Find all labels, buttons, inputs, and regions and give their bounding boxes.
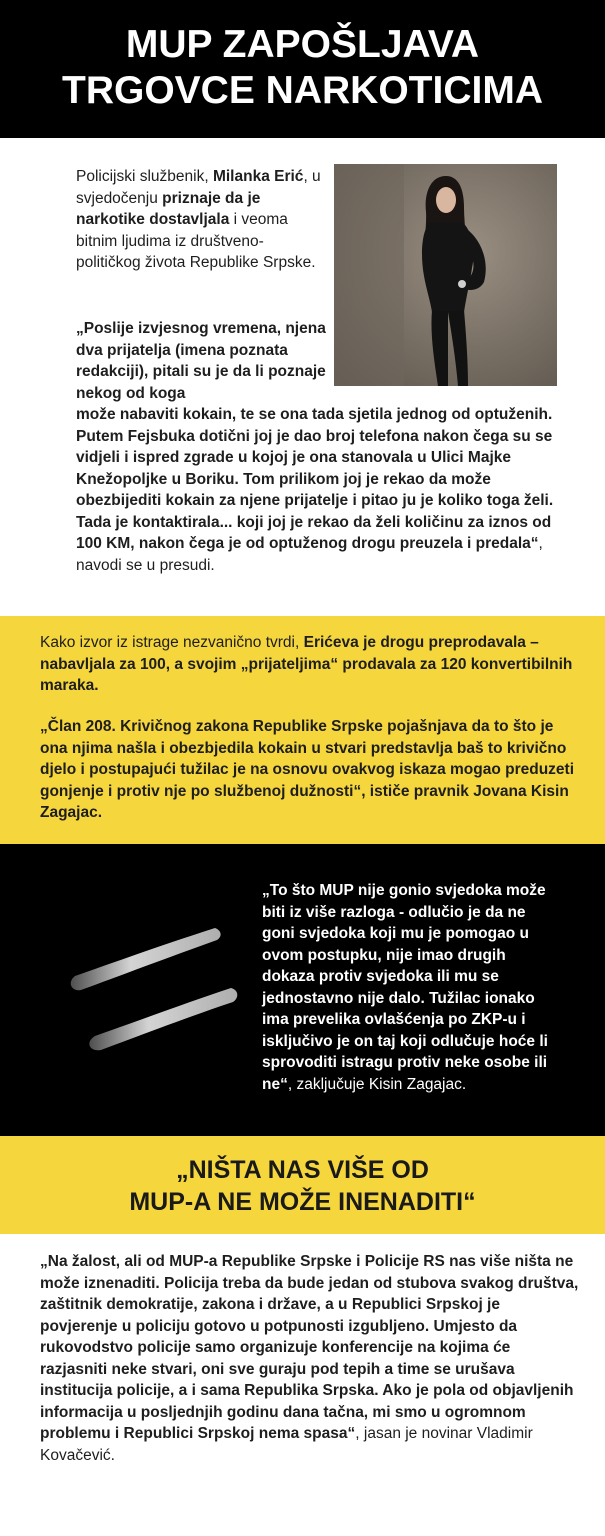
main-title-line1: MUP ZAPOŠLJAVA: [125, 23, 480, 66]
intro-text: , u svjedočenju: [76, 168, 321, 207]
subheading-line1: „NIŠTA NAS VIŠE OD: [176, 1156, 429, 1184]
section-yellow-info: [0, 616, 605, 844]
section-subheading: [0, 1136, 605, 1234]
subheading: [0, 1154, 605, 1218]
prosecution-quote-source: , zaključuje Kisin Zagajac.: [287, 1075, 467, 1093]
prosecution-quote-text: „To što MUP nije gonio svjedoka može biti iz više razloga - odlučio je da ne goni svjedoka koji mu je pomogao u ovom postupku, nije imao drugih dokaza protiv svjedoka ili mu se jednostavno nije dalo. Tužilac ionako ima prevelika ovlašćenja po ZKP-u i isključivo je on taj koji odlučuje hoće li sprovoditi istragu protiv neke osobe ili ne“: [262, 882, 548, 1093]
intro-admission-bold: priznaje da je narkotike dostavljala: [76, 189, 261, 228]
section-black-quote: [0, 844, 605, 1136]
journalist-quote: [40, 1251, 580, 1466]
cocaine-lines-image: [55, 904, 255, 1064]
cocaine-lines-illustration: [55, 904, 255, 1064]
intro-text: Policijski službenik,: [76, 168, 213, 185]
testimony-quote-part2: može nabaviti kokain, te se ona tada sjetila jednog od optuženih. Putem Fejsbuka dotični joj je dao broj telefona nakon čega su se vidjeli i ispred zgrade u kojoj je ona stanovala u Ulici Majke Knežopoljke u Boriku. Tom prilikom joj je rekao da može obezbijediti kokain za njene prijatelje i pitao ju je koliko toga želi. Tada je kontaktirala... koji joj je rekao da želi količinu za iznos od 100 KM, nakon čega je od optuženog drogu preuzela i predala“: [76, 406, 554, 552]
testimony-quote-source: , navodi se u presudi.: [76, 535, 543, 574]
main-title-line2: TRGOVCE NARKOTICIMA: [62, 69, 543, 112]
subheading-line2: MUP-A NE MOŽE INENADITI“: [129, 1188, 476, 1216]
intro-text: i veoma bitnim ljudima iz društveno-političkog života Republike Srpske.: [76, 211, 316, 271]
testimony-quote: [76, 318, 576, 576]
lawyer-quote-text: „Član 208. Krivičnog zakona Republike Srpske pojašnjava da to što je ona njima našla i obezbjedila kokain u stvari predstavlja baš to krivično djelo i postupajući tužilac je na osnovu ovakvog iskaza mogao preduzeti gonjenje i protiv nje po službenoj dužnosti“, ističe pravnik Jovana Kisin Zagajac.: [40, 718, 575, 821]
header-banner: [0, 0, 605, 138]
testimony-quote-part1: „Poslije izvjesnog vremena, njena dva prijatelja (imena poznata redakciji), pitali su je da li poznaje nekog od koga: [76, 320, 326, 402]
resale-bold: Erićeva je drogu preprodavala – nabavljala za 100, a svojim „prijateljima“ prodavala za 120 konvertibilnih maraka.: [40, 634, 573, 694]
resale-paragraph: [40, 632, 575, 697]
section-testimony: [0, 138, 605, 616]
intro-paragraph: [76, 166, 328, 274]
intro-name-bold: Milanka Erić: [212, 168, 304, 185]
resale-text: Kako izvor iz istrage nezvanično tvrdi,: [40, 634, 304, 651]
journalist-quote-source: , jasan je novinar Vladimir Kovačević.: [40, 1425, 533, 1464]
prosecution-quote: [262, 880, 557, 1095]
journalist-quote-text: „Na žalost, ali od MUP-a Republike Srpske i Policije RS nas više ništa ne može iznenaditi. Policija treba da bude jedan od stubova svakog društva, zaštitnik demokratije, zakona i države, a u Republici Srpskoj je povjerenje u policiju gotovo u potpunosti izgubljeno. Umjesto da rukovodstvo policije samo organizuje konferencije na kojima će razjasniti neke stvari, oni sve guraju pod tepih a time se urušava institucija policije, a i sama Republika Srpska. Ako je pola od objavljenih informacija u posljednjih godinu dana tačna, mi smo u ogromnom problemu i Republici Srpskoj nema spasa“: [40, 1253, 579, 1442]
lawyer-quote: [40, 716, 580, 824]
section-journalist: [0, 1234, 605, 1536]
main-title: [0, 22, 605, 114]
